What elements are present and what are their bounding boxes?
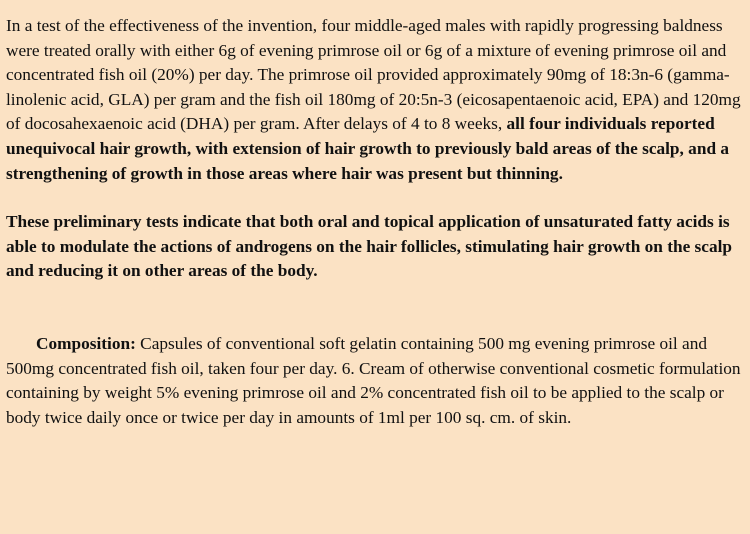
- paragraph-composition: [6, 332, 744, 430]
- trial-findings-bold-text: all four individuals reported unequivocal hair growth, with extension of hair growth to previously bald areas of the scalp, and a strengthening of growth in those areas where hair was present but thinning.: [6, 114, 730, 183]
- paragraph-trial-results: [6, 14, 744, 186]
- paragraph-conclusion: These preliminary tests indicate that both oral and topical application of unsaturated fatty acids is able to modulate the actions of androgens on the hair follicles, stimulating hair growth on the scalp and reducing it on other areas of the body.: [6, 212, 733, 281]
- composition-heading: Composition:: [36, 333, 136, 353]
- trial-description-text: In a test of the effectiveness of the invention, four middle-aged males with rapidly progressing baldness were treated orally with either 6g of evening primrose oil or 6g of a mixture of evening primrose oil and concentrated fish oil (20%) per day. The primrose oil provided approximately 90mg of 18:3n-6 (gamma-linolenic acid, GLA) per gram and the fish oil 180mg of 20:5n-3 (eicosapentaenoic acid, EPA) and 120mg of docosahexaenoic acid (DHA) per gram. After delays of 4 to 8 weeks,: [6, 16, 741, 134]
- composition-text: Capsules of conventional soft gelatin containing 500 mg evening primrose oil and 500mg concentrated fish oil, taken four per day. 6. Cream of otherwise conventional cosmetic formulation containing by weight 5% evening primrose oil and 2% concentrated fish oil to be applied to the scalp or body twice daily once or twice per day in amounts of 1ml per 100 sq. cm. of skin.: [6, 333, 741, 427]
